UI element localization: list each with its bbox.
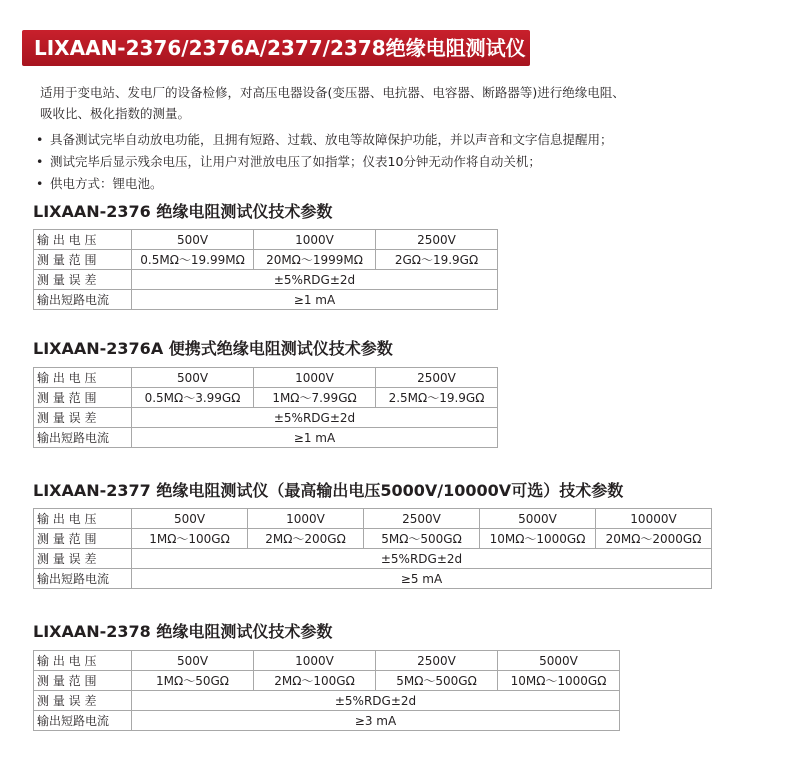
table-cell: 500V — [132, 230, 254, 250]
row-label-range: 测 量 范 围 — [34, 671, 132, 691]
table-row-error — [34, 691, 620, 711]
table-cell: 2MΩ～200GΩ — [248, 529, 364, 549]
table-cell: ≥1 mA — [132, 290, 498, 310]
spec-table-2378 — [33, 650, 620, 731]
table-cell: 0.5MΩ～19.99MΩ — [132, 250, 254, 270]
table-cell: 500V — [132, 651, 254, 671]
section-title-2378: LIXAAN-2378 绝缘电阻测试仪技术参数 — [33, 622, 333, 641]
table-row-range — [34, 388, 498, 408]
table-cell: 500V — [132, 509, 248, 529]
table-cell: 20MΩ～2000GΩ — [596, 529, 712, 549]
spec-table-2377 — [33, 508, 712, 589]
table-cell: 5MΩ～500GΩ — [376, 671, 498, 691]
intro-paragraph — [40, 82, 680, 124]
intro-line-2: 吸收比、极化指数的测量。 — [40, 106, 191, 121]
feature-item: • 供电方式：锂电池。 — [36, 173, 756, 195]
table-cell: ±5%RDG±2d — [132, 408, 498, 428]
row-label-error: 测 量 误 差 — [34, 408, 132, 428]
row-label-voltage: 输 出 电 压 — [34, 368, 132, 388]
table-row-range — [34, 529, 712, 549]
table-cell: ±5%RDG±2d — [132, 549, 712, 569]
spec-table-2376a — [33, 367, 498, 448]
table-cell: 2500V — [376, 230, 498, 250]
table-row-voltage — [34, 651, 620, 671]
section-title-2376a: LIXAAN-2376A 便携式绝缘电阻测试仪技术参数 — [33, 339, 393, 358]
section-title-2377: LIXAAN-2377 绝缘电阻测试仪（最高输出电压5000V/10000V可选）技术参数 — [33, 481, 624, 500]
row-label-error: 测 量 误 差 — [34, 549, 132, 569]
page-title: LIXAAN-2376/2376A/2377/2378绝缘电阻测试仪 — [34, 36, 526, 60]
table-row-voltage — [34, 509, 712, 529]
table-cell: 1000V — [248, 509, 364, 529]
table-cell: 5000V — [498, 651, 620, 671]
table-cell: 10MΩ～1000GΩ — [480, 529, 596, 549]
intro-line-1: 适用于变电站、发电厂的设备检修，对高压电器设备(变压器、电抗器、电容器、断路器等)进行绝缘电阻、 — [40, 85, 625, 100]
table-row-current — [34, 569, 712, 589]
row-label-voltage: 输 出 电 压 — [34, 509, 132, 529]
table-row-current — [34, 428, 498, 448]
table-row-error — [34, 549, 712, 569]
section-title-2376: LIXAAN-2376 绝缘电阻测试仪技术参数 — [33, 202, 333, 221]
table-cell: 5000V — [480, 509, 596, 529]
table-cell: 2MΩ～100GΩ — [254, 671, 376, 691]
table-cell: 2.5MΩ～19.9GΩ — [376, 388, 498, 408]
feature-item: • 测试完毕后显示残余电压，让用户对泄放电压了如指掌；仪表10分钟无动作将自动关机； — [36, 151, 756, 173]
table-cell: ≥3 mA — [132, 711, 620, 731]
table-cell: ±5%RDG±2d — [132, 691, 620, 711]
row-label-current: 输出短路电流 — [34, 569, 132, 589]
table-cell: 20MΩ～1999MΩ — [254, 250, 376, 270]
table-cell: 500V — [132, 368, 254, 388]
table-cell: 1MΩ～7.99GΩ — [254, 388, 376, 408]
row-label-range: 测 量 范 围 — [34, 250, 132, 270]
row-label-current: 输出短路电流 — [34, 711, 132, 731]
table-cell: 10MΩ～1000GΩ — [498, 671, 620, 691]
spec-table-2376 — [33, 229, 498, 310]
row-label-current: 输出短路电流 — [34, 428, 132, 448]
feature-list — [36, 129, 756, 195]
row-label-current: 输出短路电流 — [34, 290, 132, 310]
table-row-error — [34, 270, 498, 290]
table-cell: 1MΩ～100GΩ — [132, 529, 248, 549]
table-cell: 1000V — [254, 368, 376, 388]
table-cell: 2GΩ～19.9GΩ — [376, 250, 498, 270]
table-row-range — [34, 250, 498, 270]
table-cell: ≥5 mA — [132, 569, 712, 589]
feature-item: • 具备测试完毕自动放电功能，且拥有短路、过载、放电等故障保护功能，并以声音和文字信息提醒用； — [36, 129, 756, 151]
table-cell: ±5%RDG±2d — [132, 270, 498, 290]
row-label-range: 测 量 范 围 — [34, 529, 132, 549]
table-row-current — [34, 290, 498, 310]
row-label-range: 测 量 范 围 — [34, 388, 132, 408]
table-cell: 1000V — [254, 230, 376, 250]
row-label-voltage: 输 出 电 压 — [34, 230, 132, 250]
table-cell: 2500V — [364, 509, 480, 529]
table-cell: 10000V — [596, 509, 712, 529]
table-cell: 1MΩ～50GΩ — [132, 671, 254, 691]
table-cell: 5MΩ～500GΩ — [364, 529, 480, 549]
table-cell: 2500V — [376, 368, 498, 388]
table-cell: 0.5MΩ～3.99GΩ — [132, 388, 254, 408]
table-row-voltage — [34, 368, 498, 388]
table-row-range — [34, 671, 620, 691]
row-label-error: 测 量 误 差 — [34, 691, 132, 711]
row-label-error: 测 量 误 差 — [34, 270, 132, 290]
table-row-voltage — [34, 230, 498, 250]
row-label-voltage: 输 出 电 压 — [34, 651, 132, 671]
table-cell: ≥1 mA — [132, 428, 498, 448]
table-cell: 2500V — [376, 651, 498, 671]
table-row-error — [34, 408, 498, 428]
table-row-current — [34, 711, 620, 731]
table-cell: 1000V — [254, 651, 376, 671]
